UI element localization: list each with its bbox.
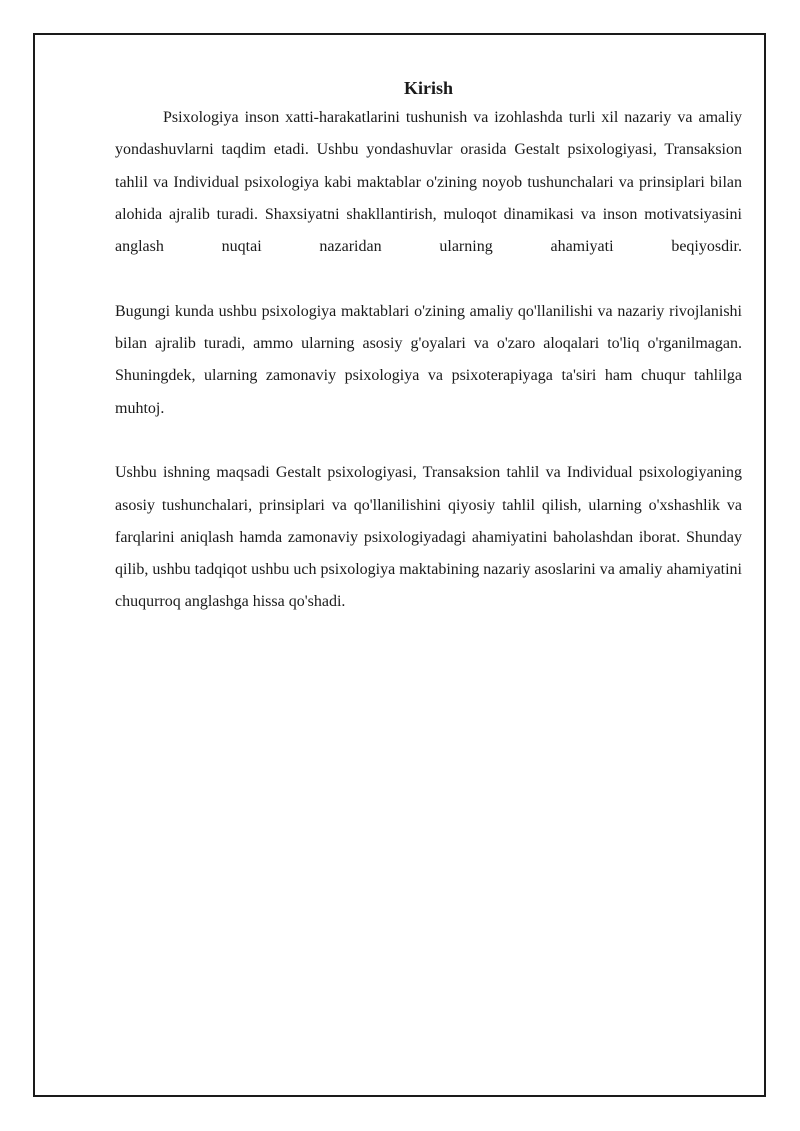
document-body <box>115 74 742 619</box>
paragraph-purpose: Ushbu ishning maqsadi Gestalt psixologiyasi, Transaksion tahlil va Individual psixologiyaning asosiy tushunchalari, prinsiplari va qo'llanilishini qiyosiy tahlil qilish, ularning o'xshashlik va farqlarini aniqlash hamda zamonaviy psixologiyadagi ahamiyatini baholashdan iborat. Shunday qilib, ushbu tadqiqot ushbu uch psixologiya maktabining nazariy asoslarini va amaliy ahamiyatini chuqurroq anglashga hissa qo'shadi. <box>115 464 742 611</box>
paragraph-intro: Psixologiya inson xatti-harakatlarini tushunish va izohlashda turli xil nazariy va amaliy yondashuvlarni taqdim etadi. Ushbu yondashuvlar orasida Gestalt psixologiyasi, Transaksion tahlil va Individual psixologiya kabi maktablar o'zining noyob tushunchalari va prinsiplari bilan alohida ajralib turadi. Shaxsiyatni shakllantirish, muloqot dinamikasi va inson motivatsiyasini anglash nuqtai nazaridan ularning ahamiyati beqiyosdir. <box>115 109 742 256</box>
paragraph-gap <box>115 263 742 295</box>
section-title: Kirish <box>403 78 453 98</box>
paragraph-gap <box>115 425 742 457</box>
paragraph-current-state: Bugungi kunda ushbu psixologiya maktablari o'zining amaliy qo'llanilishi va nazariy rivojlanishi bilan ajralib turadi, ammo ularning asosiy g'oyalari va o'zaro aloqalari to'liq o'rganilmagan. Shuningdek, ularning zamonaviy psixologiya va psixoterapiyaga ta'siri ham chuqur tahlilga muhtoj. <box>115 302 742 417</box>
